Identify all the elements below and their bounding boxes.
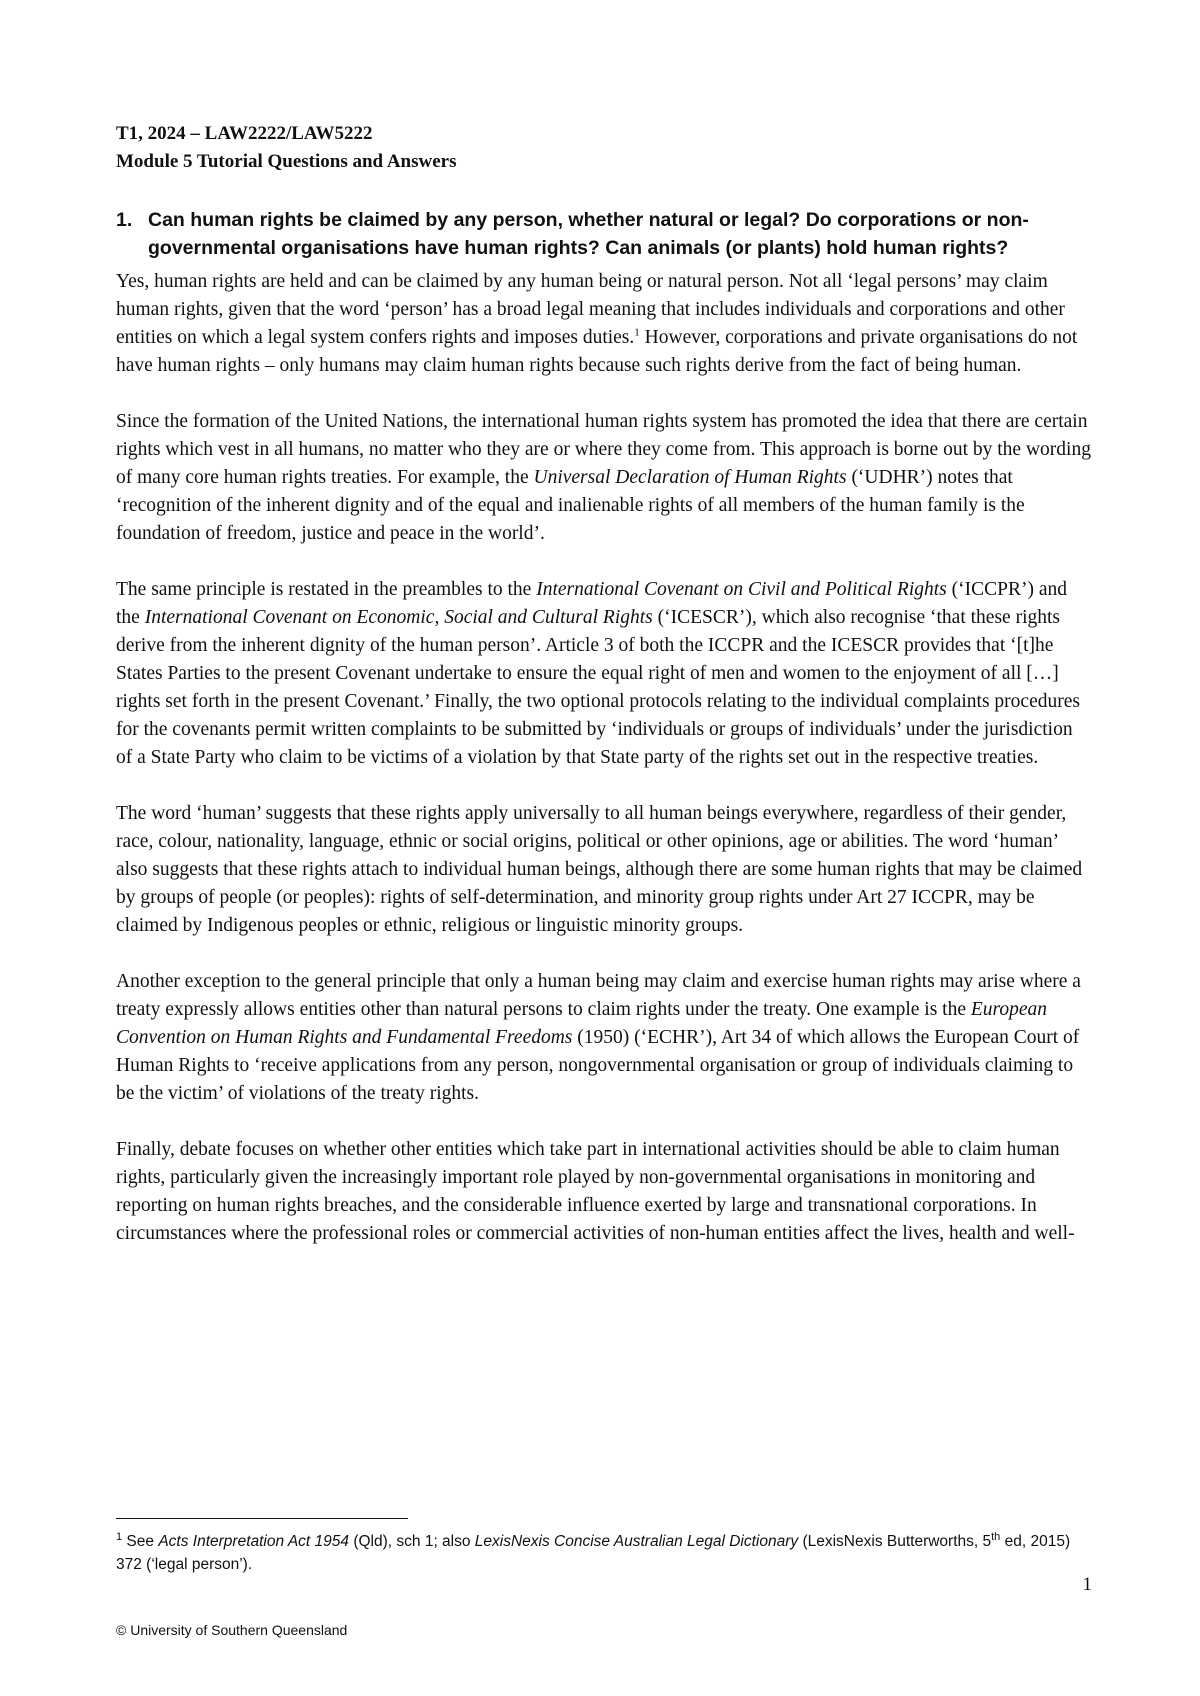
footnote-1 — [116, 1530, 1076, 1576]
footnote-separator — [116, 1518, 408, 1519]
citation-title: LexisNexis Concise Australian Legal Dictionary — [474, 1533, 799, 1550]
course-title: T1, 2024 – LAW2222/LAW5222 — [116, 123, 373, 144]
footnote-text: ed, 2015) 372 (‘legal person’). — [116, 1533, 1071, 1573]
question-number: 1. — [116, 209, 133, 231]
question-1 — [116, 206, 1092, 262]
paragraph-text: However, corporations and private organisations do not have human rights – only humans may claim human rights because such rights derive from the fact of being human. — [116, 327, 1078, 376]
answer-paragraph-6: Finally, debate focuses on whether other entities which take part in international activities should be able to claim human rights, particularly given the increasingly important role played by non-governmental organisations in monitoring and reporting on human rights breaches, and the considerable influence exerted by large and transnational corporations. In circumstances where the professional roles or commercial activities of non-human entities affect the lives, health and well- — [116, 1139, 1075, 1244]
treaty-name: International Covenant on Economic, Social and Cultural Rights — [144, 607, 653, 628]
footnote-text: (Qld), sch 1; also — [349, 1533, 475, 1550]
treaty-name: Universal Declaration of Human Rights — [533, 467, 847, 488]
question-text: Can human rights be claimed by any person, whether natural or legal? Do corporations or non-governmental organisations have human rights? Can animals (or plants) hold human rights? — [148, 209, 1029, 259]
module-title: Module 5 Tutorial Questions and Answers — [116, 151, 457, 172]
footnote-text: (LexisNexis Butterworths, 5 — [798, 1533, 992, 1550]
paragraph-text: The same principle is restated in the preambles to the — [116, 579, 537, 600]
paragraph-text: (‘UDHR’) notes that ‘recognition of the inherent dignity and of the equal and inalienable rights of all members of the human family is the foundation of freedom, justice and peace in the world’. — [116, 467, 1025, 544]
paragraph-text: Another exception to the general principle that only a human being may claim and exercise human rights may arise where a treaty expressly allows entities other than natural persons to claim rights under the treaty. One example is the — [116, 971, 1081, 1020]
paragraph-text: Since the formation of the United Nations, the international human rights system has promoted the idea that there are certain rights which vest in all humans, no matter who they are or where they come from. This approach is borne out by the wording of many core human rights treaties. For example, the — [116, 411, 1091, 488]
paragraph-text: (‘ICCPR’) and the — [116, 579, 1068, 628]
citation-title: Acts Interpretation Act 1954 — [158, 1533, 350, 1550]
answer-paragraph-4: The word ‘human’ suggests that these rights apply universally to all human beings everywhere, regardless of their gender, race, colour, nationality, language, ethnic or social origins, political or other opinions, age or abilities. The word ‘human’ also suggests that these rights attach to individual human beings, although there are some human rights that may be claimed by groups of people (or peoples): rights of self-determination, and minority group rights under Art 27 ICCPR, may be claimed by Indigenous peoples or ethnic, religious or linguistic minority groups. — [116, 803, 1083, 936]
answer-paragraph-1 — [116, 268, 1092, 380]
paragraph-text: Yes, human rights are held and can be claimed by any human being or natural person. Not all ‘legal persons’ may claim human rights, given that the word ‘person’ has a broad legal meaning that includes individuals and corporations and other entities on which a legal system confers rights and imposes duties. — [116, 271, 1065, 348]
answer-paragraph-3 — [116, 576, 1092, 772]
footnote-reference[interactable]: 1 — [634, 326, 640, 339]
copyright-notice: © University of Southern Queensland — [116, 1622, 348, 1638]
treaty-name: European Convention on Human Rights and Fundamental Freedoms — [116, 999, 1048, 1048]
paragraph-text: (‘ICESCR’), which also recognise ‘that these rights derive from the inherent dignity of the human person’. Article 3 of both the ICCPR and the ICESCR provides that ‘[t]he States Parties to the present Covenant undertake to ensure the equal right of men and women to the enjoyment of all […] rights set forth in the present Covenant.’ Finally, the two optional protocols relating to the individual complaints procedures for the covenants permit written complaints to be submitted by ‘individuals or groups of individuals’ under the jurisdiction of a State Party who claim to be victims of a violation by that State party of the rights set out in the respective treaties. — [116, 607, 1080, 768]
footnote-number: 1 — [116, 1530, 123, 1543]
page-number: 1 — [1082, 1574, 1092, 1595]
ordinal-suffix: th — [991, 1530, 1001, 1543]
paragraph-text: (1950) (‘ECHR’), Art 34 of which allows the European Court of Human Rights to ‘receive applications from any person, nongovernmental organisation or group of individuals claiming to be the victim’ of violations of the treaty rights. — [116, 1027, 1080, 1104]
answer-paragraph-2 — [116, 408, 1092, 548]
treaty-name: International Covenant on Civil and Political Rights — [536, 579, 947, 600]
answer-paragraph-5 — [116, 968, 1092, 1108]
footnote-text: See — [122, 1533, 159, 1550]
page-content — [116, 120, 1092, 1248]
